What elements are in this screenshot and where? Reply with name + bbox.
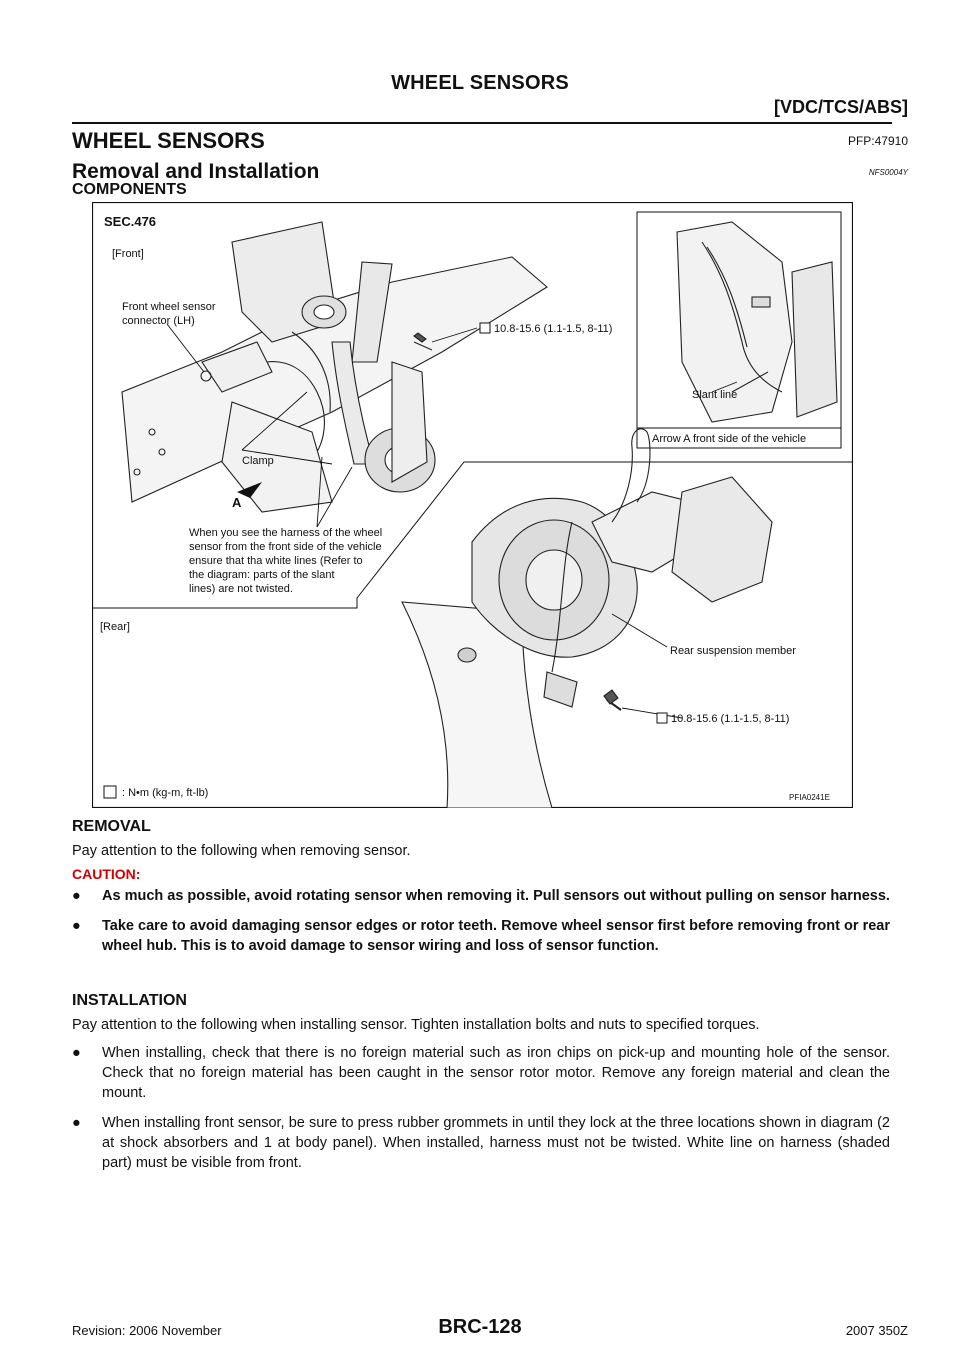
- bullet-icon: ●: [72, 918, 81, 934]
- list-item: ● Take care to avoid damaging sensor edges or rotor teeth. Remove wheel sensor first before removing front or rear wheel hub. This is to avoid damage to sensor wiring and loss of sensor function.: [72, 918, 890, 954]
- bullet-icon: ●: [72, 1045, 81, 1061]
- running-header-section: [VDC/TCS/ABS]: [774, 97, 908, 117]
- connector-label-line2: connector (LH): [122, 315, 195, 327]
- torque-front-label: 10.8-15.6 (1.1-1.5, 8-11): [494, 323, 613, 335]
- caution-list: [72, 886, 890, 966]
- installation-heading: INSTALLATION: [72, 992, 187, 1009]
- note-line-1: When you see the harness of the wheel: [189, 527, 383, 539]
- list-item: ● When installing, check that there is no foreign material such as iron chips on pick-up and mounting hole of the sensor. Check that no foreign material has been caught in the sensor rotor motor. Remove any foreign material and clean the mount.: [72, 1045, 890, 1101]
- bullet-icon: ●: [72, 1115, 81, 1131]
- sec-label: SEC.476: [104, 214, 157, 229]
- installation-intro: Pay attention to the following when installing sensor. Tighten installation bolts and nuts to specified torques.: [72, 1017, 760, 1033]
- inset-caption: Arrow A front side of the vehicle: [652, 433, 807, 445]
- section-title: WHEEL SENSORS: [72, 128, 265, 153]
- slant-line-label: Slant line: [692, 389, 738, 401]
- removal-heading: REMOVAL: [72, 818, 151, 835]
- installation-list: [72, 1043, 890, 1183]
- rear-member-label: Rear suspension member: [670, 645, 796, 657]
- footer-model: 2007 350Z: [845, 1323, 908, 1338]
- rear-label: [Rear]: [100, 621, 130, 633]
- header-rule: [72, 122, 892, 124]
- footer-revision: Revision: 2006 November: [72, 1323, 222, 1338]
- clamp-label: Clamp: [242, 455, 274, 467]
- removal-intro: Pay attention to the following when removing sensor.: [72, 843, 411, 859]
- footer-page-number: BRC-128: [438, 1316, 522, 1338]
- note-line-2: sensor from the front side of the vehicle: [189, 541, 382, 553]
- note-line-3: ensure that tha white lines (Refer to: [189, 555, 363, 567]
- components-heading: COMPONENTS: [72, 181, 187, 198]
- arrow-a-label: A: [232, 495, 242, 510]
- units-legend: : N•m (kg-m, ft-lb): [122, 787, 209, 799]
- note-line-4: the diagram: parts of the slant: [189, 569, 335, 581]
- figure-code: PFIA0241E: [789, 793, 830, 802]
- front-label: [Front]: [112, 248, 144, 260]
- note-line-5: lines) are not twisted.: [189, 583, 293, 595]
- reference-code: NFS0004Y: [868, 168, 908, 177]
- bullet-icon: ●: [72, 888, 81, 904]
- caution-label: CAUTION:: [72, 866, 141, 882]
- running-header-title: WHEEL SENSORS: [391, 72, 569, 94]
- subsection-title: Removal and Installation: [72, 160, 320, 183]
- list-item: ● When installing front sensor, be sure to press rubber grommets in until they lock at the three locations shown in diagram (2 at shock absorbers and 1 at body panel). When installed, harness must not be twisted. White line on harness (shaded part) must be visible from front.: [72, 1115, 890, 1171]
- components-diagram: [92, 202, 853, 808]
- part-code: PFP:47910: [847, 134, 908, 148]
- connector-label-line1: Front wheel sensor: [122, 301, 216, 313]
- torque-rear-label: 10.8-15.6 (1.1-1.5, 8-11): [671, 713, 790, 725]
- list-item: ● As much as possible, avoid rotating sensor when removing it. Pull sensors out without pulling on sensor harness.: [72, 888, 890, 904]
